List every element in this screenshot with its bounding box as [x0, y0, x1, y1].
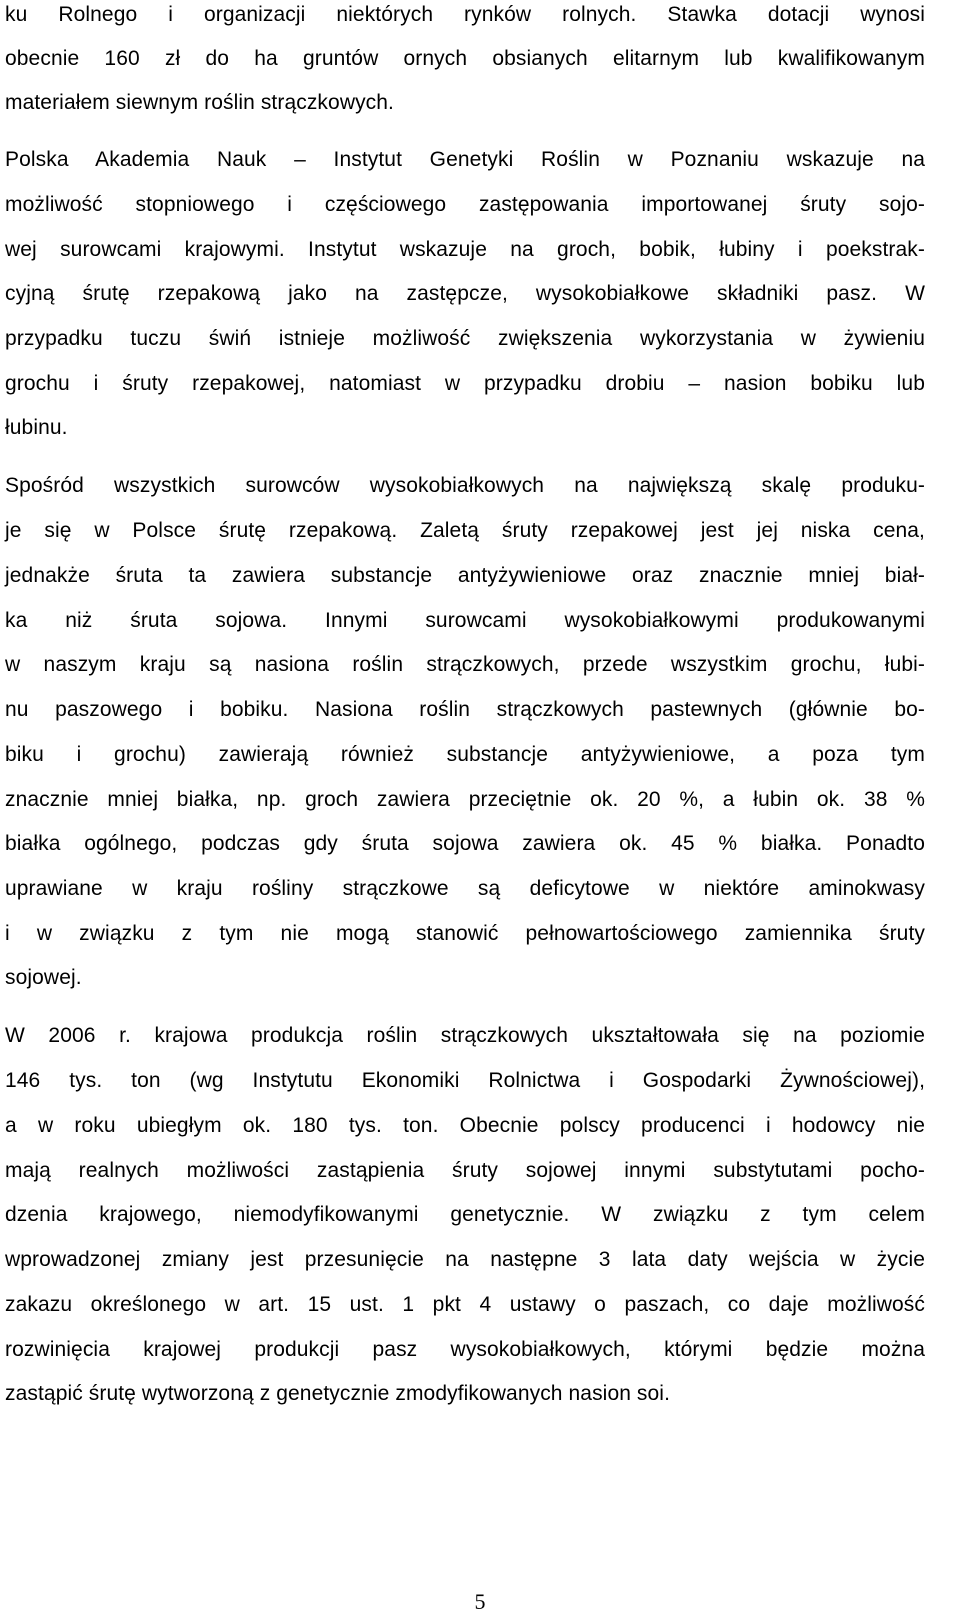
text-line: grochu i śruty rzepakowej, natomiast w przypadku drobiu – nasion bobiku lub — [5, 372, 925, 395]
text-line: rozwinięcia krajowej produkcji pasz wysokobiałkowych, którymi będzie można — [5, 1338, 925, 1361]
text-line: biku i grochu) zawierają również substancje antyżywieniowe, a poza tym — [5, 743, 925, 766]
text-line: wprowadzonej zmiany jest przesunięcie na następne 3 lata daty wejścia w życie — [5, 1248, 925, 1271]
text-line: Spośród wszystkich surowców wysokobiałkowych na największą skalę produku- — [5, 474, 925, 497]
text-line: ka niż śruta sojowa. Innymi surowcami wysokobiałkowymi produkowanymi — [5, 609, 925, 632]
text-line: je się w Polsce śrutę rzepakową. Zaletą śruty rzepakowej jest jej niska cena, — [5, 519, 925, 542]
text-line: sojowej. — [5, 966, 82, 989]
text-line: mają realnych możliwości zastąpienia śruty sojowej innymi substytutami pocho- — [5, 1159, 925, 1182]
page-number: 5 — [474, 1589, 486, 1614]
text-line: uprawiane w kraju rośliny strączkowe są deficytowe w niektóre aminokwasy — [5, 877, 925, 900]
text-line: materiałem siewnym roślin strączkowych. — [5, 91, 394, 114]
text-line: cyjną śrutę rzepakową jako na zastępcze, wysokobiałkowe składniki pasz. W — [5, 282, 925, 305]
text-line: białka ogólnego, podczas gdy śruta sojowa zawiera ok. 45 % białka. Ponadto — [5, 832, 925, 855]
text-line: dzenia krajowego, niemodyfikowanymi genetycznie. W związku z tym celem — [5, 1203, 925, 1226]
text-line: wej surowcami krajowymi. Instytut wskazuje na groch, bobik, łubiny i poekstrak- — [5, 238, 925, 261]
text-line: a w roku ubiegłym ok. 180 tys. ton. Obecnie polscy producenci i hodowcy nie — [5, 1114, 925, 1137]
text-line: znacznie mniej białka, np. groch zawiera przeciętnie ok. 20 %, a łubin ok. 38 % — [5, 788, 925, 811]
text-line: zastąpić śrutę wytworzoną z genetycznie zmodyfikowanych nasion soi. — [5, 1382, 671, 1405]
text-line: możliwość stopniowego i częściowego zastępowania importowanej śruty sojo- — [5, 193, 925, 216]
text-line: w naszym kraju są nasiona roślin strączkowych, przede wszystkim grochu, łubi- — [5, 653, 925, 676]
text-line: W 2006 r. krajowa produkcja roślin strączkowych ukształtowała się na poziomie — [5, 1024, 925, 1047]
text-line: jednakże śruta ta zawiera substancje antyżywieniowe oraz znacznie mniej biał- — [5, 564, 925, 587]
text-line: zakazu określonego w art. 15 ust. 1 pkt 4 ustawy o paszach, co daje możliwość — [5, 1293, 925, 1316]
text-line: łubinu. — [5, 416, 68, 439]
text-line: 146 tys. ton (wg Instytutu Ekonomiki Rolnictwa i Gospodarki Żywnościowej), — [5, 1069, 925, 1092]
text-line: obecnie 160 zł do ha gruntów ornych obsianych elitarnym lub kwalifikowanym — [5, 47, 925, 70]
text-line: Polska Akademia Nauk – Instytut Genetyki Roślin w Poznaniu wskazuje na — [5, 148, 925, 171]
text-line: nu paszowego i bobiku. Nasiona roślin strączkowych pastewnych (głównie bo- — [5, 698, 925, 721]
text-line: ku Rolnego i organizacji niektórych rynków rolnych. Stawka dotacji wynosi — [5, 3, 925, 26]
text-line: przypadku tuczu świń istnieje możliwość zwiększenia wykorzystania w żywieniu — [5, 327, 925, 350]
text-line: i w związku z tym nie mogą stanowić pełnowartościowego zamiennika śruty — [5, 922, 925, 945]
